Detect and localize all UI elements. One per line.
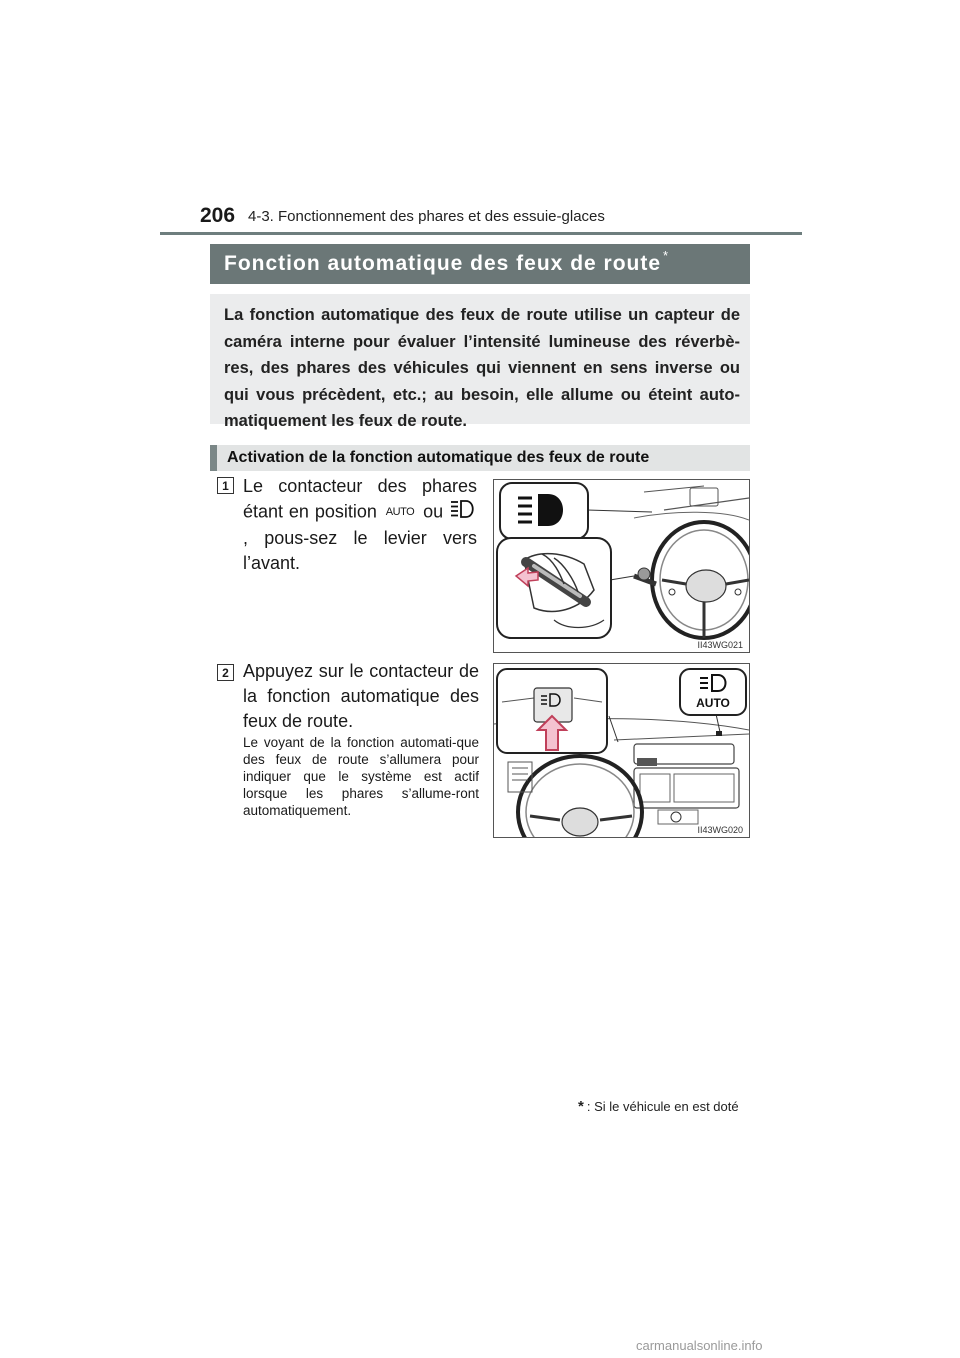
footnote-asterisk: * — [578, 1098, 584, 1115]
lever-hand-callout — [497, 538, 611, 638]
auto-button-label: AUTO — [696, 696, 730, 710]
watermark: carmanualsonline.info — [636, 1338, 763, 1353]
step-1-text — [243, 474, 477, 576]
header-divider — [160, 232, 802, 235]
step-2-number: 2 — [217, 664, 234, 681]
steering-wheel — [652, 522, 749, 638]
page-number: 206 — [200, 204, 236, 227]
footnote-text: : Si le véhicule en est doté — [586, 1099, 739, 1114]
subheader-bar — [210, 445, 750, 471]
step-1-text-before: Le contacteur des phares étant en position — [243, 476, 477, 522]
title-asterisk: * — [663, 247, 669, 263]
step-2-text: Appuyez sur le contacteur de la fonction automatique des feux de route. — [243, 661, 479, 731]
auto-button-callout — [680, 669, 746, 715]
figure-auto-switch — [493, 663, 750, 838]
step-1-text-after: , pous-sez le levier vers l’avant. — [243, 528, 477, 573]
switch-callout — [497, 669, 607, 753]
figure-1-code: II43WG021 — [697, 640, 743, 650]
dashboard-illustration — [494, 664, 749, 837]
step-1-text-middle: ou — [423, 501, 444, 522]
title-bar — [210, 244, 750, 284]
intro-box — [210, 294, 750, 430]
section-title: 4-3. Fonctionnement des phares et des essuie-glaces — [248, 208, 605, 225]
headlight-icon — [449, 499, 477, 526]
footnote — [578, 1098, 739, 1115]
step-2-note: Le voyant de la fonction automati-que des feux de route s’allumera pour indiquer que le système est actif lorsque les phares s’allume-ront automatiquement. — [243, 735, 479, 818]
page-title: Fonction automatique des feux de route — [224, 252, 662, 275]
figure-lever-push — [493, 479, 750, 653]
step-1-number: 1 — [217, 477, 234, 494]
subheader-title: Activation de la fonction automatique des feux de route — [227, 449, 650, 466]
steering-wheel-2 — [518, 756, 642, 837]
intro-text: La fonction automatique des feux de route utilise un capteur de caméra interne pour évaluer l’intensité lumineuse des réverbè-res, des phares des véhicules qui viennent en sens inverse ou qui vous précèdent, etc.; au besoin, elle allume ou éteint auto-matiquement les feux de route. — [224, 306, 740, 430]
auto-position-icon: AUTO — [385, 506, 415, 518]
high-beam-callout — [500, 483, 588, 539]
lever-illustration — [494, 480, 749, 652]
figure-2-code: II43WG020 — [697, 825, 743, 835]
